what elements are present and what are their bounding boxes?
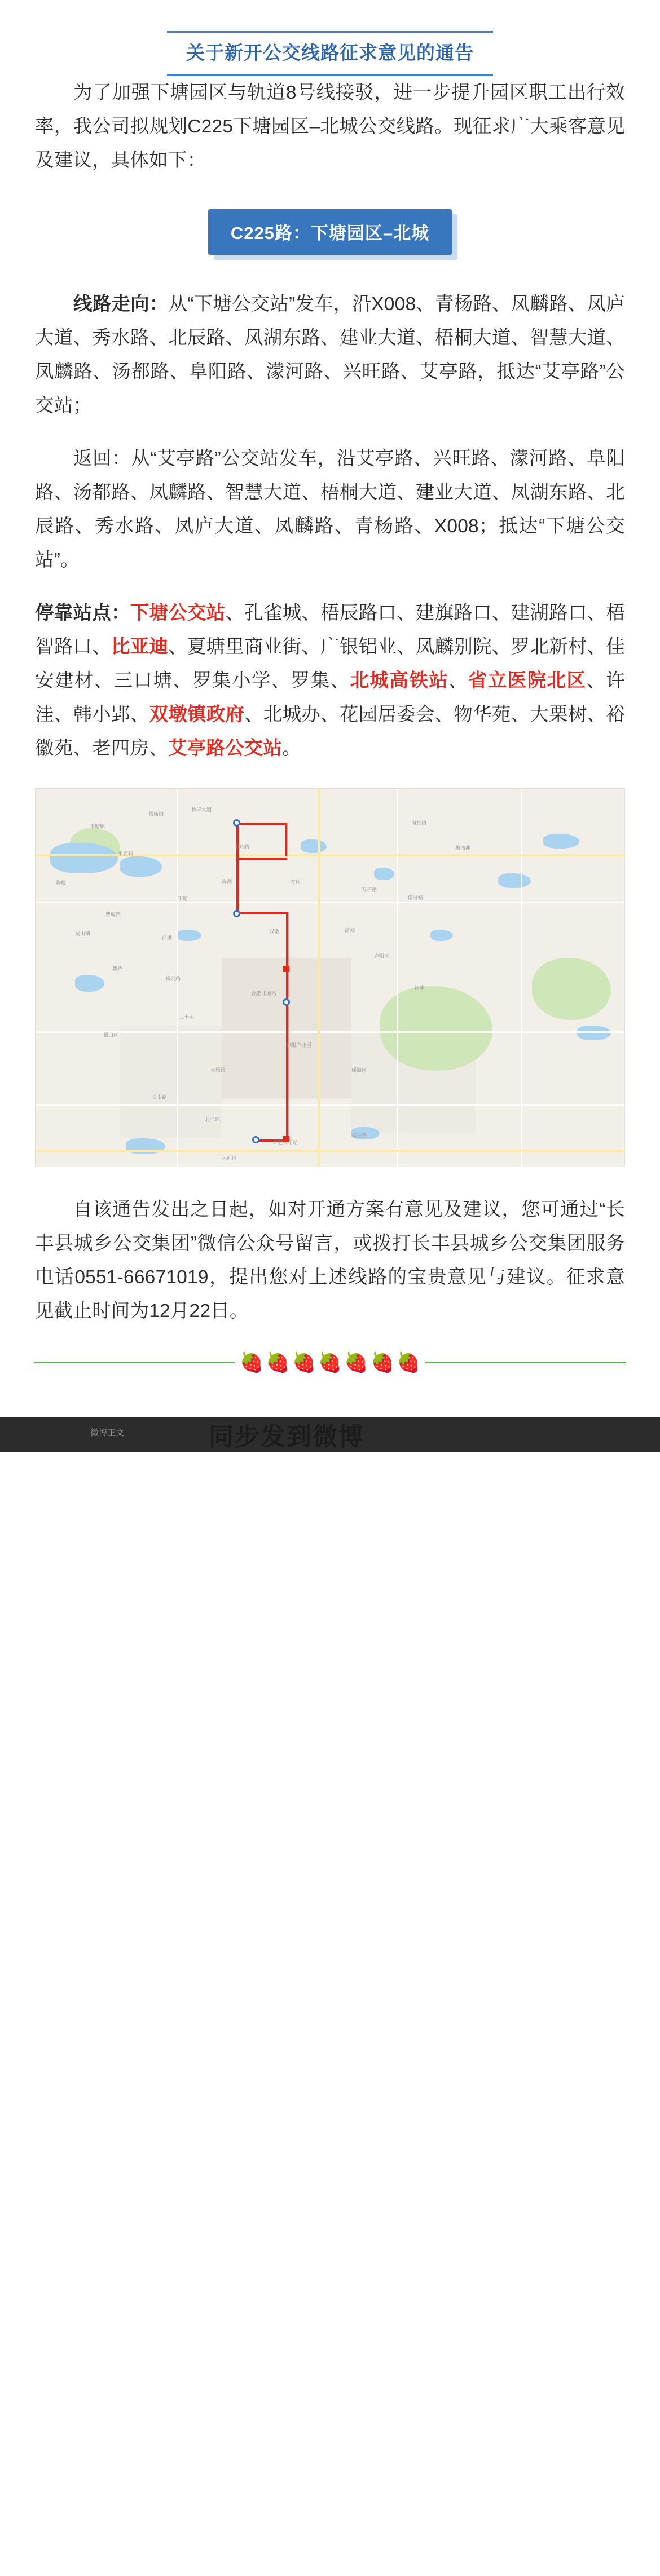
map-place-label: 小岭路: [234, 843, 250, 850]
stop-name-plain: 。: [282, 737, 301, 759]
strawberry-icon: 🍓: [292, 1351, 316, 1373]
map-place-label: 方岗: [291, 878, 301, 885]
map-place-label: 下塘: [178, 895, 188, 902]
map-place-label: 包河区: [222, 1155, 237, 1161]
map-place-label: 双墩: [269, 928, 280, 934]
map-place-label: 杨公路: [165, 975, 181, 982]
map-place-label: 北二环: [205, 1116, 221, 1123]
stop-name-highlight: 省立医院北区: [468, 670, 587, 691]
map-place-label: 新桥: [112, 965, 123, 971]
return-paragraph: [35, 442, 625, 577]
strawberry-divider: [0, 1353, 660, 1372]
route-segment: [285, 823, 287, 856]
divider-dash-right: [425, 1362, 626, 1363]
map-place-label: 梅墩冲: [455, 845, 471, 851]
page-title: 关于新开公交线路征求意见的通告: [167, 31, 493, 76]
strawberry-icon: 🍓: [239, 1351, 264, 1373]
map-water: [374, 868, 394, 880]
stop-name-highlight: 双墩镇政府: [149, 704, 245, 725]
map-place-label: 岗集镇: [411, 820, 427, 826]
map-place-label: 长丰路: [152, 1094, 168, 1100]
route-label-wrap: [35, 209, 625, 255]
map-place-label: 合肥北城站: [251, 990, 277, 996]
route-map-wrap: [35, 788, 625, 1167]
map-stop-marker[interactable]: [233, 819, 240, 827]
divider-dash-left: [34, 1362, 235, 1363]
map-place-label: 临泉路: [351, 1132, 367, 1138]
stop-name-highlight: 下塘公交站: [130, 602, 226, 624]
map-water: [498, 873, 531, 888]
map-water: [577, 1026, 611, 1040]
stop-name-plain: 、夏塘里商业街、广银铝业、凤麟别院、罗北新村、佳安建材、三口塘、罗集小学、罗集、: [35, 636, 625, 691]
return-text: 从“艾亭路”公交站发车，沿艾亭路、兴旺路、濛河路、阜阳路、汤都路、凤麟路、智慧大道、梧桐大道、建业大道、凤湖东路、北辰路、秀水路、凤庐大道、凤麟路、青杨路、X008；抵达“下塘公交站”。: [35, 448, 625, 571]
map-place-label: 瑶海区: [351, 1067, 367, 1073]
stop-name-highlight: 北城高铁站: [350, 670, 449, 691]
strawberry-icon: 🍓: [318, 1351, 342, 1373]
map-place-label: 高刘: [345, 927, 355, 933]
map-stop-marker[interactable]: [233, 910, 240, 917]
route-segment: [236, 858, 287, 860]
map-place-label: 秋丰大道: [191, 806, 212, 812]
map-place-label: 庐阳区: [374, 953, 390, 959]
map-place-label: 前进: [162, 935, 173, 941]
article-body: [0, 76, 660, 1328]
map-place-label: 合肥火车站: [272, 1139, 298, 1145]
map-place-label: 吴山镇: [75, 930, 91, 936]
map-place-label: 小庙村: [118, 850, 134, 856]
route-map[interactable]: [35, 788, 625, 1167]
map-water: [301, 839, 327, 853]
intro-paragraph: 为了加强下塘园区与轨道8号线接驳，进一步提升园区职工出行效率，我公司拟规划C225下塘园区–北城公交线路。现征求广大乘客意见及建议，具体如下：: [35, 82, 625, 171]
stop-name-highlight: 比亚迪: [111, 636, 169, 657]
map-water: [120, 856, 162, 877]
map-road: [36, 1104, 625, 1106]
map-road: [36, 1031, 625, 1033]
route-segment: [236, 823, 287, 825]
route-segment: [236, 858, 239, 914]
map-highway: [36, 1150, 625, 1152]
map-place-label: 万子路: [362, 886, 377, 892]
map-road: [36, 902, 625, 903]
stop-name-plain: 、北城办、花园居委会、物华苑、大栗树、裕徽苑、老四房、: [35, 704, 626, 759]
map-place-label: 庐阳产业园: [286, 1042, 312, 1048]
direction-paragraph: [35, 288, 625, 423]
strawberry-icon: 🍓: [344, 1351, 368, 1373]
strawberry-icon-group: [239, 1353, 421, 1372]
map-place-label: 陶湖: [222, 878, 232, 885]
map-water: [75, 975, 104, 992]
strawberry-icon: 🍓: [370, 1351, 394, 1373]
map-place-label: 南分路: [408, 894, 424, 900]
route-segment: [236, 823, 239, 860]
map-highway: [318, 789, 320, 1167]
route-segment: [286, 912, 288, 971]
stops-lead: 停靠站点：: [35, 602, 130, 624]
map-stop-marker[interactable]: [283, 998, 290, 1006]
stop-name-plain: 、: [448, 670, 468, 691]
map-place-label: 三十头: [179, 1014, 195, 1020]
map-water: [430, 930, 453, 941]
title-banner: [0, 0, 660, 76]
closing-paragraph: 自该通告发出之日起，如对开通方案有意见及建议，您可通过“长丰县城乡公交集团”微信公众号留言，或拨打长丰县城乡公交集团服务电话0551-66671019，提出您对上述线路的宝贵意见与建议。征求意见截止时间为12月22日。: [35, 1199, 625, 1322]
direction-lead: 线路走向：: [73, 293, 169, 315]
footer-headline: 同步发到微博: [209, 1422, 364, 1451]
route-segment: [236, 912, 288, 914]
map-stop-marker[interactable]: [252, 1136, 259, 1143]
footer: [0, 1391, 660, 1452]
stops-list: [35, 603, 625, 759]
map-green-area: [532, 958, 611, 1020]
map-road: [521, 789, 522, 1167]
route-label: C225路：下塘园区–北城: [208, 209, 452, 255]
return-lead: 返回：: [73, 448, 131, 469]
map-road: [397, 789, 398, 1167]
stop-name-highlight: 艾亭路公交站: [168, 737, 283, 759]
strawberry-icon: 🍓: [396, 1351, 421, 1373]
stop-name-plain: 、许洼、韩小郢、: [35, 670, 626, 725]
map-waypoint-marker: [283, 966, 289, 972]
map-water: [543, 834, 579, 849]
stop-name-plain: 、孔雀城、梧辰路口、建旗路口、建湖路口、梧智路口、: [35, 602, 626, 657]
map-water: [177, 930, 201, 941]
map-place-label: 曹庵路: [105, 911, 121, 917]
stops-paragraph: [35, 596, 625, 766]
map-place-label: 岗集: [415, 984, 425, 991]
map-place-label: 陶楼: [56, 880, 67, 886]
map-water: [50, 843, 118, 873]
strawberry-icon: 🍓: [266, 1351, 290, 1373]
direction-text: 从“下塘公交站”发车，沿X008、青杨路、凤麟路、凤庐大道、秀水路、北辰路、凤湖东路、建业大道、梧桐大道、智慧大道、凤麟路、汤都路、阜阳路、濛河路、兴旺路、艾亭路，抵达“艾亭路”公交站；: [35, 293, 626, 416]
map-place-label: 大杨镇: [210, 1067, 226, 1073]
weibo-note: 微博正文: [90, 1428, 125, 1438]
map-place-label: 蜀山区: [103, 1032, 119, 1038]
map-place-label: 杨庙镇: [148, 811, 164, 817]
map-place-label: 下塘镇: [90, 823, 105, 829]
